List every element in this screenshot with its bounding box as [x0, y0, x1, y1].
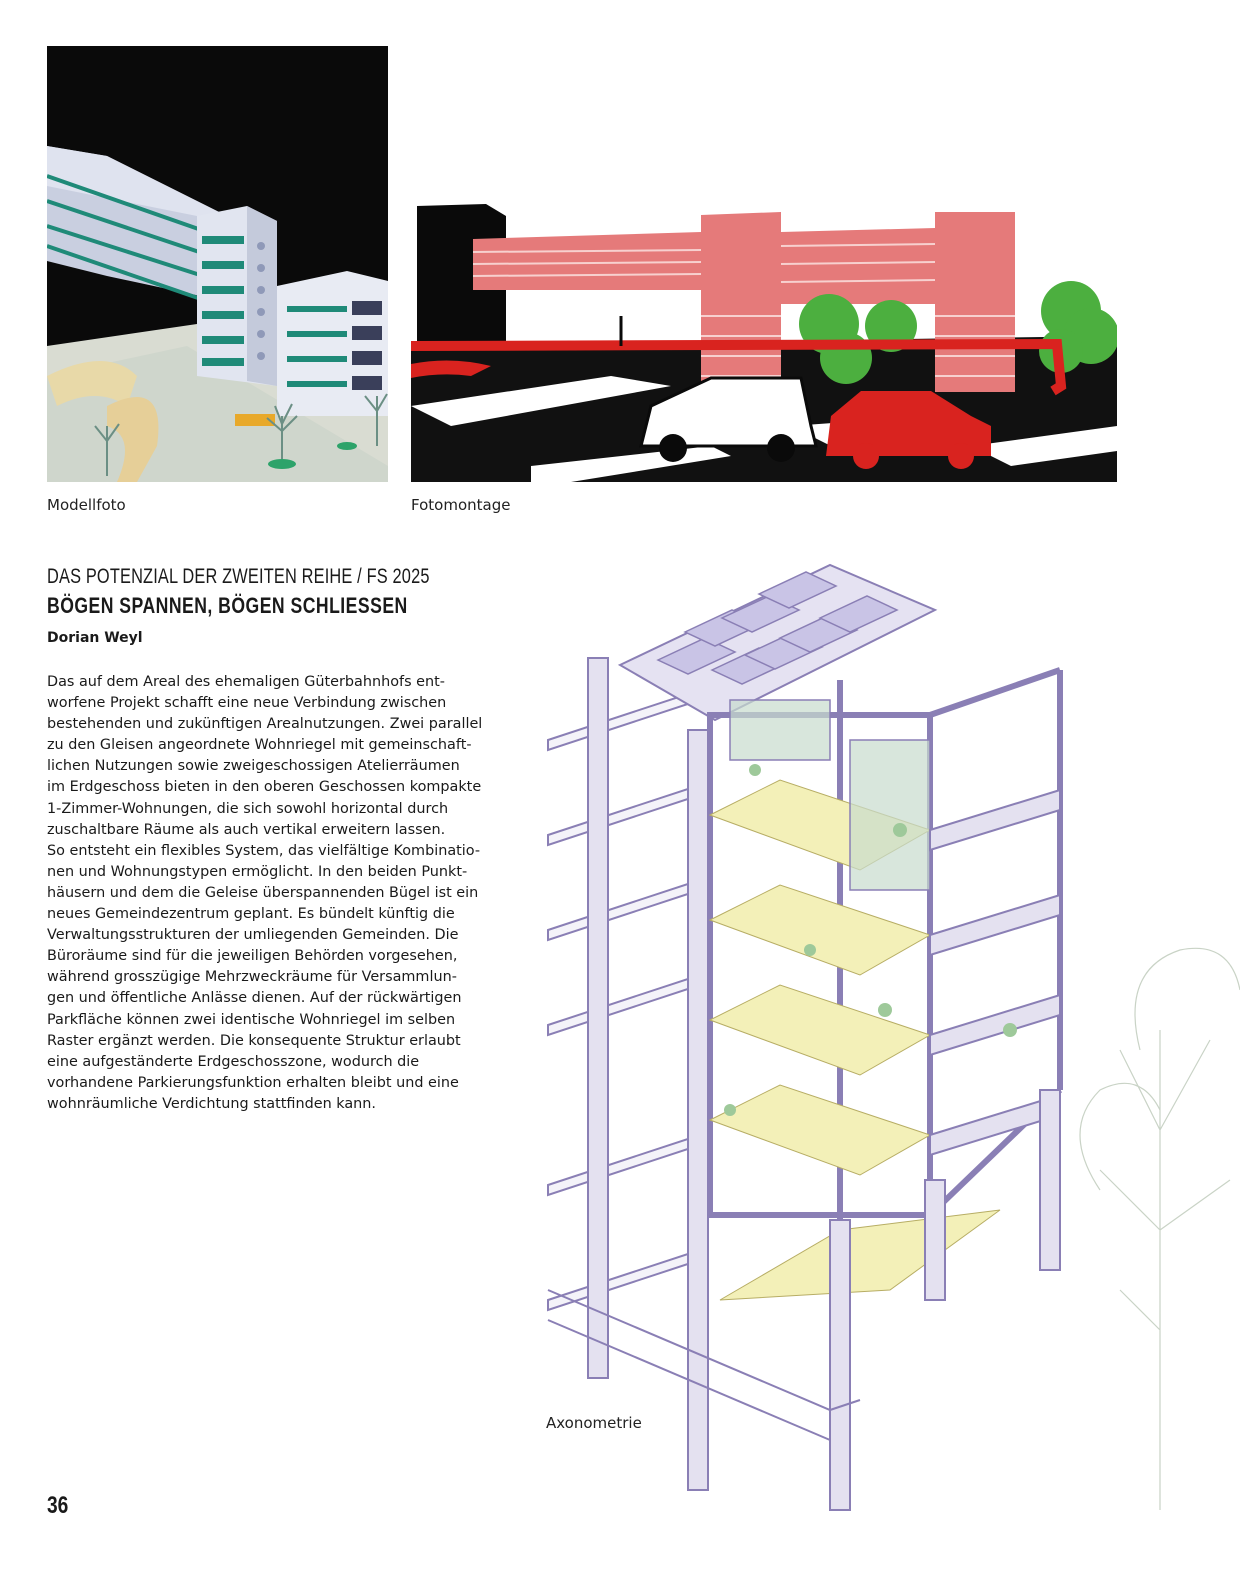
body-line: eine aufgeständerte Erdgeschosszone, wodurch die	[47, 1053, 420, 1070]
axonometry-caption: Axonometrie	[546, 1414, 642, 1432]
body-line: zu den Gleisen angeordnete Wohnriegel mit gemeinschaft-	[47, 737, 472, 754]
body-line: vorhandene Parkierungsfunktion erhalten bleibt und eine	[47, 1074, 459, 1091]
body-line: häusern und dem die Geleise überspannenden Bügel ist ein	[47, 884, 479, 901]
body-line: 1-Zimmer-Wohnungen, die sich sowohl horizontal durch	[47, 800, 449, 817]
photomontage	[411, 46, 1117, 482]
axonometric-drawing	[540, 530, 1240, 1530]
body-line: Das auf dem Areal des ehemaligen Güterbahnhofs ent-	[47, 674, 445, 690]
body-line: im Erdgeschoss bieten in den oberen Geschossen kompakte	[47, 779, 482, 796]
body-line: Raster ergänzt werden. Die konsequente Struktur erlaubt	[47, 1032, 461, 1049]
body-line: neues Gemeindezentrum geplant. Es bündelt künftig die	[47, 906, 455, 923]
photomontage-caption: Fotomontage	[411, 496, 511, 514]
page-number: 36	[47, 1492, 69, 1519]
body-line: bestehenden und zukünftigen Arealnutzungen. Zwei parallel	[47, 716, 483, 733]
body-line: nen und Wohnungstypen ermöglicht. In den beiden Punkt-	[47, 863, 468, 880]
body-line: gen und öffentliche Anlässe dienen. Auf der rückwärtigen	[47, 990, 462, 1007]
body-line: worfene Projekt schafft eine neue Verbindung zwischen	[47, 695, 447, 712]
author-name: Dorian Weyl	[47, 630, 143, 646]
body-line: während grosszügige Mehrzweckräume für Versammlun-	[47, 969, 457, 986]
series-heading: DAS POTENZIAL DER ZWEITEN REIHE / FS 2025	[47, 565, 430, 588]
body-line: lichen Nutzungen sowie zweigeschossigen Atelierräumen	[47, 758, 460, 775]
body-line: Parkfläche können zwei identische Wohnriegel im selben	[47, 1011, 456, 1028]
body-line: wohnräumliche Verdichtung stattfinden kann.	[47, 1095, 376, 1112]
body-line: Büroräume sind für die jeweiligen Behörden vorgesehen,	[47, 948, 458, 965]
model-photo-caption: Modellfoto	[47, 496, 126, 514]
model-photo	[47, 46, 388, 482]
body-line: So entsteht ein flexibles System, das vielfältige Kombinatio-	[47, 842, 481, 859]
article-body	[47, 672, 483, 1115]
article-title: BÖGEN SPANNEN, BÖGEN SCHLIESSEN	[47, 593, 408, 618]
body-line: zuschaltbare Räume als auch vertikal erweitern lassen.	[47, 821, 446, 838]
body-line: Verwaltungsstrukturen der umliegenden Gemeinden. Die	[47, 927, 459, 944]
